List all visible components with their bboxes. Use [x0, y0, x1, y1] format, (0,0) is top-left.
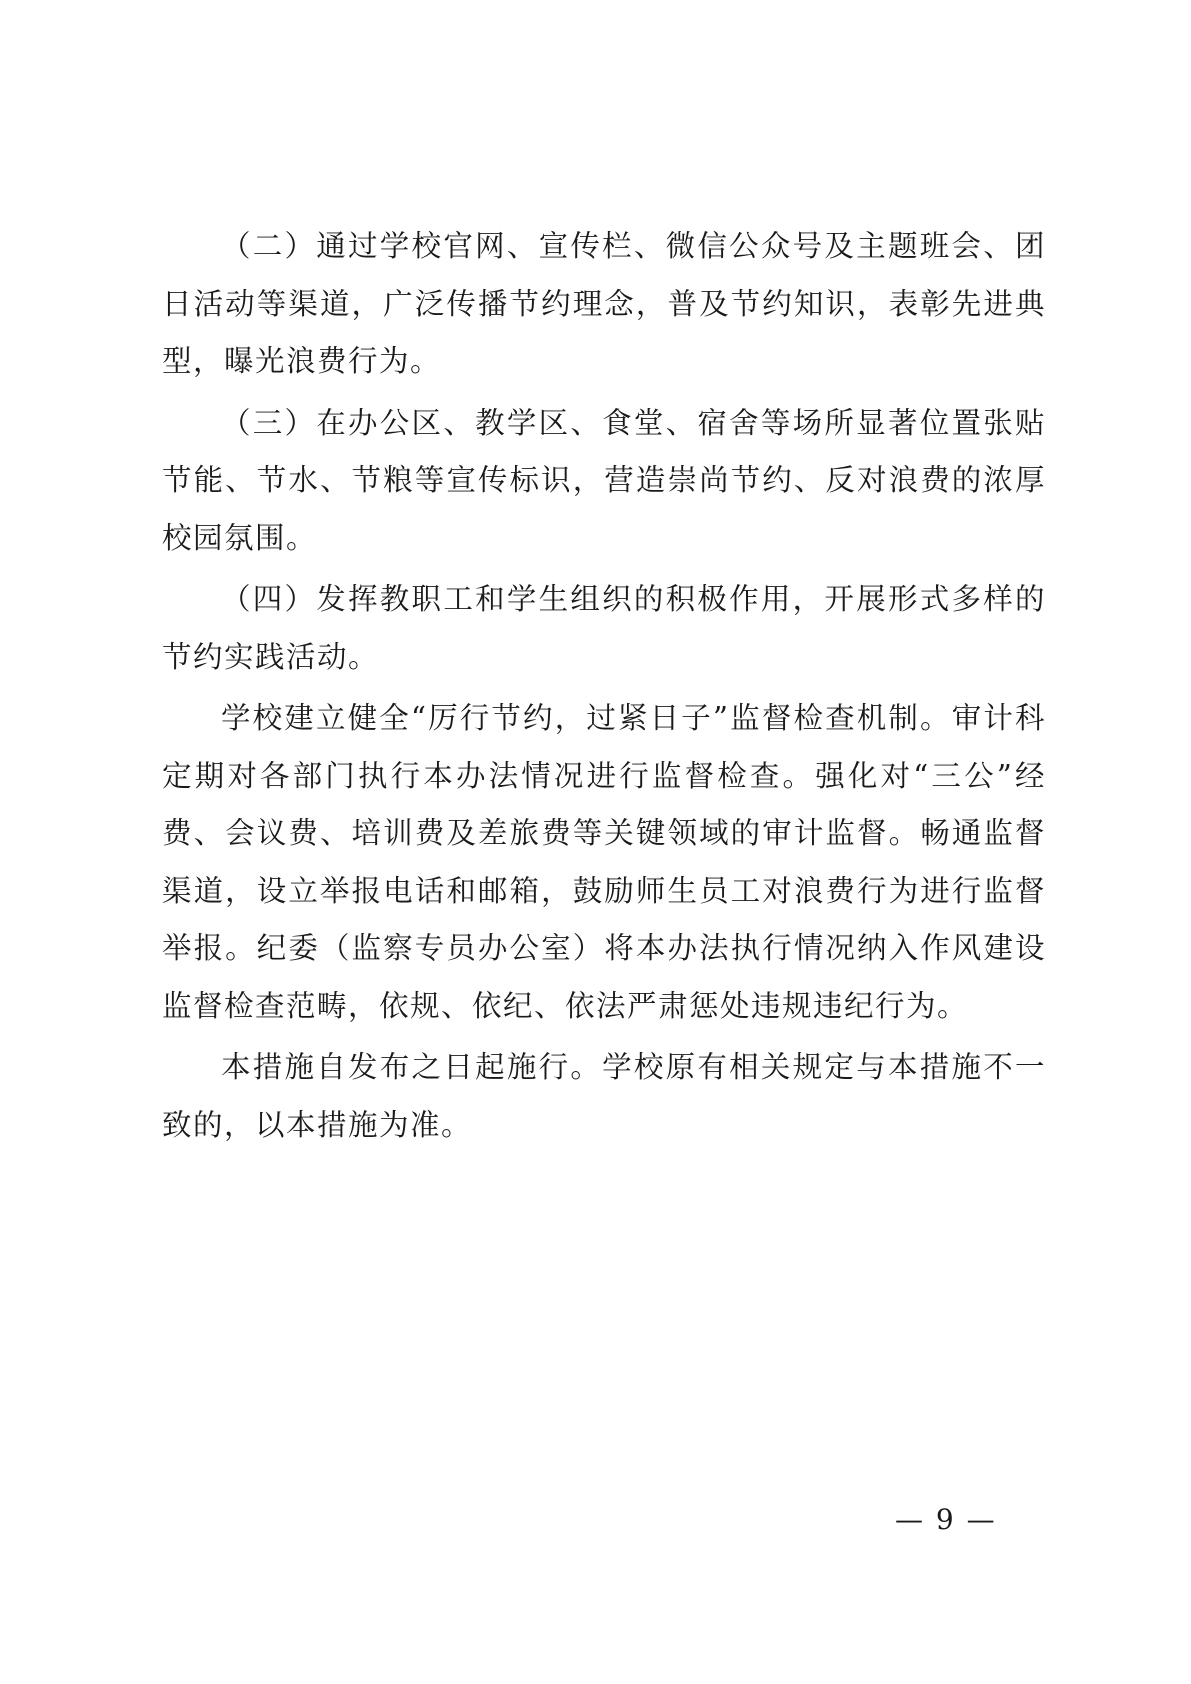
paragraph-supervision-mechanism: 学校建立健全“厉行节约，过紧日子”监督检查机制。审计科定期对各部门执行本办法情况进行监督检查。强化对“三公”经费、会议费、培训费及差旅费等关键领域的审计监督。畅通监督渠道，设立举报电话和邮箱，鼓励师生员工对浪费行为进行监督举报。纪委（监察专员办公室）将本办法执行情况纳入作风建设监督检查范畴，依规、依纪、依法严肃惩处违规违纪行为。 [162, 701, 1046, 1023]
paragraph-publicity-channels: （二）通过学校官网、宣传栏、微信公众号及主题班会、团日活动等渠道，广泛传播节约理念，普及节约知识，表彰先进典型，曝光浪费行为。 [162, 229, 1046, 378]
paragraph-campus-signage: （三）在办公区、教学区、食堂、宿舍等场所显著位置张贴节能、节水、节粮等宣传标识，营造崇尚节约、反对浪费的浓厚校园氛围。 [162, 405, 1046, 555]
page-number: — 9 — [895, 1503, 997, 1536]
paragraph-effective-date: 本措施自发布之日起施行。学校原有相关规定与本措施不一致的，以本措施为准。 [162, 1050, 1046, 1142]
body-text [162, 218, 1046, 1158]
paragraph-practice-activities: （四）发挥教职工和学生组织的积极作用，开展形式多样的节约实践活动。 [162, 582, 1046, 674]
